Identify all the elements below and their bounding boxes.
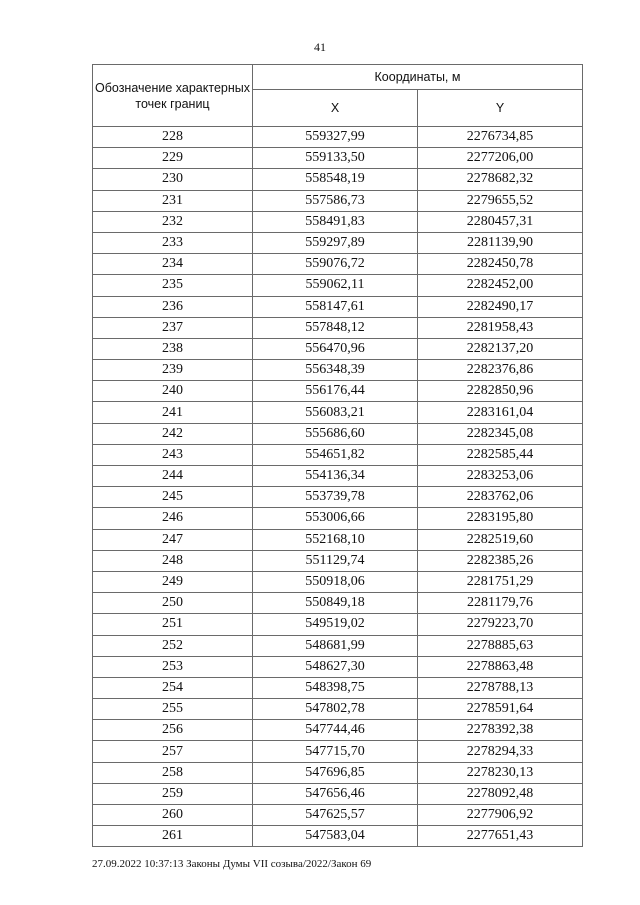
point-number-cell: 232: [93, 211, 253, 232]
y-coordinate-cell: 2278591,64: [418, 699, 583, 720]
y-coordinate-cell: 2276734,85: [418, 127, 583, 148]
point-number-cell: 259: [93, 783, 253, 804]
point-number-cell: 258: [93, 762, 253, 783]
x-coordinate-cell: 548398,75: [253, 677, 418, 698]
x-coordinate-cell: 559076,72: [253, 254, 418, 275]
y-coordinate-cell: 2281179,76: [418, 593, 583, 614]
y-coordinate-cell: 2281139,90: [418, 232, 583, 253]
table-row: [93, 720, 583, 741]
y-coordinate-cell: 2283161,04: [418, 402, 583, 423]
table-row: [93, 550, 583, 571]
x-coordinate-cell: 556348,39: [253, 360, 418, 381]
coordinates-table-body: [93, 127, 583, 847]
x-coordinate-cell: 559327,99: [253, 127, 418, 148]
x-coordinate-cell: 554136,34: [253, 466, 418, 487]
x-coordinate-cell: 551129,74: [253, 550, 418, 571]
point-number-cell: 239: [93, 360, 253, 381]
y-coordinate-cell: 2279223,70: [418, 614, 583, 635]
point-number-cell: 242: [93, 423, 253, 444]
point-number-cell: 253: [93, 656, 253, 677]
table-row: [93, 741, 583, 762]
point-number-cell: 230: [93, 169, 253, 190]
x-coordinate-cell: 547625,57: [253, 805, 418, 826]
table-row: [93, 529, 583, 550]
y-coordinate-cell: 2282450,78: [418, 254, 583, 275]
y-coordinate-cell: 2278682,32: [418, 169, 583, 190]
table-row: [93, 127, 583, 148]
point-number-cell: 248: [93, 550, 253, 571]
table-row: [93, 783, 583, 804]
point-number-cell: 247: [93, 529, 253, 550]
y-coordinate-cell: 2281751,29: [418, 571, 583, 592]
table-row: [93, 232, 583, 253]
y-coordinate-cell: 2282345,08: [418, 423, 583, 444]
x-coordinate-cell: 549519,02: [253, 614, 418, 635]
y-coordinate-cell: 2278092,48: [418, 783, 583, 804]
point-designation-header: Обозначение характерных точек границ: [93, 65, 253, 127]
table-row: [93, 254, 583, 275]
x-coordinate-cell: 554651,82: [253, 444, 418, 465]
table-row: [93, 762, 583, 783]
x-coordinate-cell: 558147,61: [253, 296, 418, 317]
y-coordinate-cell: 2278788,13: [418, 677, 583, 698]
y-coordinate-cell: 2282519,60: [418, 529, 583, 550]
y-coordinate-cell: 2278294,33: [418, 741, 583, 762]
table-row: [93, 190, 583, 211]
point-number-cell: 240: [93, 381, 253, 402]
x-coordinate-cell: 547583,04: [253, 826, 418, 847]
table-row: [93, 381, 583, 402]
table-row: [93, 614, 583, 635]
table-row: [93, 360, 583, 381]
table-row: [93, 805, 583, 826]
point-number-cell: 254: [93, 677, 253, 698]
y-coordinate-cell: 2277651,43: [418, 826, 583, 847]
x-coordinate-cell: 559297,89: [253, 232, 418, 253]
y-coordinate-cell: 2278885,63: [418, 635, 583, 656]
point-number-cell: 241: [93, 402, 253, 423]
y-coordinate-cell: 2282452,00: [418, 275, 583, 296]
x-coordinate-cell: 548681,99: [253, 635, 418, 656]
point-number-cell: 238: [93, 338, 253, 359]
y-coordinate-cell: 2281958,43: [418, 317, 583, 338]
y-coordinate-cell: 2282585,44: [418, 444, 583, 465]
y-coordinate-cell: 2282385,26: [418, 550, 583, 571]
point-number-cell: 237: [93, 317, 253, 338]
point-number-cell: 246: [93, 508, 253, 529]
y-coordinate-cell: 2282137,20: [418, 338, 583, 359]
x-coordinate-cell: 557586,73: [253, 190, 418, 211]
x-coordinate-cell: 558491,83: [253, 211, 418, 232]
point-number-cell: 235: [93, 275, 253, 296]
table-row: [93, 296, 583, 317]
table-row: [93, 571, 583, 592]
point-number-cell: 228: [93, 127, 253, 148]
point-number-cell: 233: [93, 232, 253, 253]
table-row: [93, 635, 583, 656]
y-coordinate-cell: 2277206,00: [418, 148, 583, 169]
table-row: [93, 275, 583, 296]
point-number-cell: 250: [93, 593, 253, 614]
table-row: [93, 508, 583, 529]
table-row: [93, 423, 583, 444]
y-coordinate-cell: 2280457,31: [418, 211, 583, 232]
x-coordinate-cell: 553739,78: [253, 487, 418, 508]
point-number-cell: 231: [93, 190, 253, 211]
table-row: [93, 402, 583, 423]
x-coordinate-cell: 550918,06: [253, 571, 418, 592]
point-number-cell: 252: [93, 635, 253, 656]
table-row: [93, 211, 583, 232]
point-number-cell: 244: [93, 466, 253, 487]
x-coordinate-cell: 548627,30: [253, 656, 418, 677]
table-row: [93, 338, 583, 359]
table-row: [93, 677, 583, 698]
point-number-cell: 251: [93, 614, 253, 635]
point-number-cell: 229: [93, 148, 253, 169]
point-number-cell: 255: [93, 699, 253, 720]
y-coordinate-cell: 2278392,38: [418, 720, 583, 741]
y-coordinate-cell: 2282376,86: [418, 360, 583, 381]
x-coordinate-cell: 550849,18: [253, 593, 418, 614]
x-coordinate-cell: 558548,19: [253, 169, 418, 190]
document-footer: 27.09.2022 10:37:13 Законы Думы VII созыва/2022/Закон 69: [92, 858, 372, 870]
page-number: 41: [314, 40, 326, 54]
table-row: [93, 656, 583, 677]
x-coordinate-cell: 547696,85: [253, 762, 418, 783]
point-number-cell: 236: [93, 296, 253, 317]
point-number-cell: 260: [93, 805, 253, 826]
y-column-header: Y: [418, 90, 583, 127]
y-coordinate-cell: 2283195,80: [418, 508, 583, 529]
y-coordinate-cell: 2278230,13: [418, 762, 583, 783]
table-row: [93, 466, 583, 487]
point-number-cell: 256: [93, 720, 253, 741]
x-coordinate-cell: 553006,66: [253, 508, 418, 529]
x-coordinate-cell: 547802,78: [253, 699, 418, 720]
table-row: [93, 169, 583, 190]
point-number-cell: 261: [93, 826, 253, 847]
x-coordinate-cell: 559062,11: [253, 275, 418, 296]
table-row: [93, 487, 583, 508]
x-coordinate-cell: 556083,21: [253, 402, 418, 423]
x-coordinate-cell: 556176,44: [253, 381, 418, 402]
table-row: [93, 826, 583, 847]
y-coordinate-cell: 2282490,17: [418, 296, 583, 317]
point-number-cell: 257: [93, 741, 253, 762]
point-number-cell: 245: [93, 487, 253, 508]
x-coordinate-cell: 559133,50: [253, 148, 418, 169]
x-coordinate-cell: 552168,10: [253, 529, 418, 550]
table-row: [93, 444, 583, 465]
x-coordinate-cell: 555686,60: [253, 423, 418, 444]
y-coordinate-cell: 2282850,96: [418, 381, 583, 402]
point-number-cell: 234: [93, 254, 253, 275]
y-coordinate-cell: 2279655,52: [418, 190, 583, 211]
x-coordinate-cell: 547656,46: [253, 783, 418, 804]
y-coordinate-cell: 2277906,92: [418, 805, 583, 826]
table-row: [93, 317, 583, 338]
x-coordinate-cell: 557848,12: [253, 317, 418, 338]
point-number-cell: 249: [93, 571, 253, 592]
y-coordinate-cell: 2283253,06: [418, 466, 583, 487]
table-row: [93, 699, 583, 720]
x-coordinate-cell: 547715,70: [253, 741, 418, 762]
y-coordinate-cell: 2283762,06: [418, 487, 583, 508]
x-coordinate-cell: 547744,46: [253, 720, 418, 741]
coordinates-header: Координаты, м: [253, 65, 583, 90]
table-row: [93, 593, 583, 614]
coordinates-table: [92, 64, 583, 847]
table-row: [93, 148, 583, 169]
y-coordinate-cell: 2278863,48: [418, 656, 583, 677]
x-coordinate-cell: 556470,96: [253, 338, 418, 359]
point-number-cell: 243: [93, 444, 253, 465]
x-column-header: X: [253, 90, 418, 127]
